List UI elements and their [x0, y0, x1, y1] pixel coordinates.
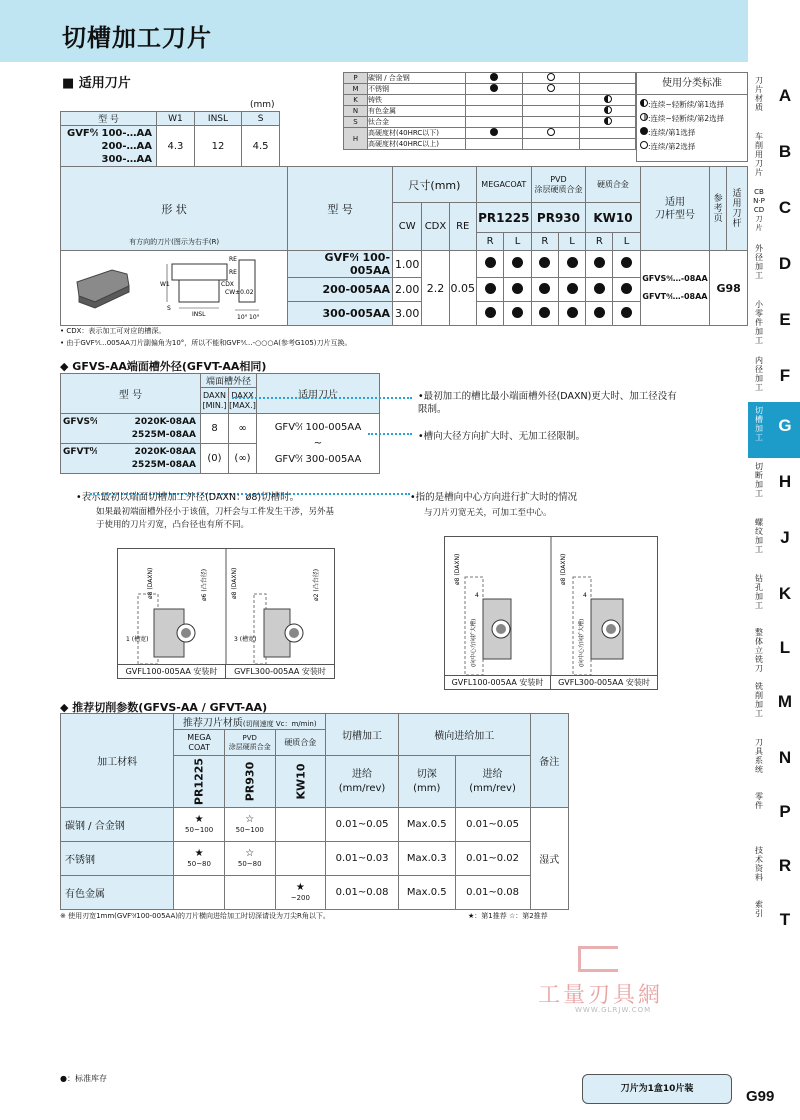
fig-caption: GVFL100-005AA 安装时 — [445, 675, 551, 690]
stock-dot-icon — [594, 257, 605, 268]
hand-r: R — [476, 233, 503, 251]
cut-feed: 0.01~0.05 — [326, 808, 399, 842]
re-value: 0.05 — [449, 251, 476, 326]
blade-model: GFV⁰⁄ₗ 100-005AA — [274, 421, 362, 433]
sidebar-item-label: 铣削加工 — [755, 682, 763, 718]
re-label: RE — [449, 203, 476, 251]
sidebar-item-letter: C — [778, 198, 792, 217]
stock-dot-icon — [512, 257, 523, 268]
mat-code: N — [344, 106, 368, 117]
half-dot-icon — [604, 106, 612, 114]
sidebar-item-label: 螺纹加工 — [755, 518, 763, 554]
fig-label: (向中心方向扩大槽) — [471, 618, 477, 667]
sidebar-item-j[interactable] — [748, 514, 800, 570]
blade-tilde: ~ — [313, 437, 323, 449]
daxn-min: (0) — [201, 444, 229, 474]
hand-l: L — [504, 233, 531, 251]
callout-3: •表示最初以端面切槽加工外径(DAXN：ø8)切槽时。 — [76, 492, 300, 503]
trav-label: 横向进给加工 — [398, 714, 530, 756]
blade-model: GFV⁰⁄ₗ 300-005AA — [274, 453, 362, 465]
sidebar-item-c[interactable] — [748, 184, 800, 240]
gfvt-label: GFVT⁰⁄ₗ — [63, 447, 98, 457]
dim-label: S — [166, 304, 171, 312]
callout-3b: 如果最初端面槽外径小于该值，刀杆会与工件发生干涉，另外基于使用的刀片刃宽，凸台径也有所不同。 — [96, 507, 335, 530]
daxn-min: 8 — [201, 414, 229, 444]
shape-note: 有方向的刀片(图示为右手(R) — [129, 238, 220, 246]
cdx-label: CDX — [422, 203, 449, 251]
fig-label: 4 — [475, 592, 479, 599]
dim-label: CDX — [220, 280, 234, 288]
second-choice-icon — [547, 128, 555, 136]
legend-item: :连续/第2选择 — [648, 142, 696, 151]
dim-label: 10° — [248, 313, 260, 321]
pvd-label: PVD 涂层硬质合金 — [224, 730, 275, 756]
hand-r: R — [586, 233, 613, 251]
insert-photo-icon — [77, 270, 129, 302]
mat-name: 碳钢 / 合金钢 — [368, 73, 466, 84]
cut-doc: Max.0.5 — [398, 808, 455, 842]
cw-label: CW — [393, 203, 422, 251]
sidebar-item-e[interactable] — [748, 296, 800, 352]
std-stock-icon — [490, 73, 498, 81]
sidebar-item-label: 切断加工 — [755, 462, 763, 498]
legend-title: 使用分类标准 — [637, 73, 747, 95]
material-table — [343, 72, 636, 150]
cut-remark: 湿式 — [530, 808, 569, 910]
rec-star: ☆ — [245, 813, 255, 825]
daxx-max: ∞ — [229, 414, 257, 444]
carbide-label: 硬质合金 — [586, 167, 640, 203]
sidebar-item-letter: J — [780, 528, 790, 547]
pvd-label: PVD 涂层硬质合金 — [531, 167, 585, 203]
row-cw: 1.00 — [393, 251, 422, 278]
std-stock-icon — [490, 128, 498, 136]
rec-speed: 50~100 — [185, 825, 214, 834]
dim-label: RE — [228, 268, 237, 276]
stock-dot-icon — [539, 283, 550, 294]
fig-caption: GVFL300-005AA 安装时 — [226, 664, 334, 679]
doc-label: 切深 (mm) — [398, 756, 455, 808]
size-table — [60, 111, 280, 167]
holder-model: GFVT⁰⁄ₗ…-08AA — [642, 292, 708, 301]
callout-2: •槽向大径方向扩大时、无加工径限制。 — [418, 431, 586, 442]
stock-dot-icon — [539, 307, 550, 318]
sidebar-item-letter: A — [778, 86, 792, 105]
page-number: G99 — [746, 1088, 775, 1105]
main-table — [60, 166, 748, 326]
stock-dot-icon — [485, 307, 496, 318]
daxn-table — [60, 373, 380, 474]
sidebar-item-letter: G — [778, 416, 792, 435]
holder-label: 适用 刀杆型号 — [640, 167, 710, 251]
page-label: 参考页 — [710, 167, 727, 251]
std-stock-icon — [490, 84, 498, 92]
sidebar — [748, 0, 800, 1120]
gfvs-label: GFVS⁰⁄ₗ — [63, 417, 98, 427]
cut-feed2: 0.01~0.02 — [455, 842, 530, 876]
shape-label: 形 状 — [161, 202, 187, 216]
sidebar-item-letter: F — [779, 366, 791, 385]
sidebar-item-label: 切槽加工 — [755, 406, 763, 442]
dim-label: INSL — [191, 310, 206, 318]
sidebar-item-m[interactable] — [748, 678, 800, 734]
row-cw: 3.00 — [393, 302, 422, 326]
sidebar-item-letter: M — [777, 692, 793, 711]
dot-icon — [640, 127, 648, 135]
blade-label: 适用刀片 — [257, 374, 380, 414]
mat-name: 高硬度材(40HRC以下) — [368, 128, 466, 139]
fig-label: 4 — [583, 592, 587, 599]
rec-label: 推荐刀片材质 — [182, 718, 243, 729]
half-dot-icon — [604, 117, 612, 125]
sidebar-item-label: 外径加工 — [755, 244, 763, 280]
dim-label: 10° — [236, 313, 248, 321]
grade-pr1225: PR1225 — [192, 757, 206, 806]
grade-pr1225: PR1225 — [476, 203, 531, 233]
stock-dot-icon — [594, 307, 605, 318]
rec-star: ★ — [295, 881, 305, 893]
sidebar-item-label: 技术资料 — [755, 846, 763, 882]
stock-dot-icon — [512, 307, 523, 318]
grade-pr930: PR930 — [243, 761, 257, 802]
callout-1: •最初加工的槽比最小端面槽外径(DAXN)更大时、加工径没有限制。 — [418, 391, 677, 415]
figure-face-groove-right — [444, 536, 658, 690]
size-label: 尺寸(mm) — [393, 167, 477, 203]
row-model: GVF⁰⁄ₗ 100-005AA — [288, 251, 393, 278]
cut-feed2: 0.01~0.05 — [455, 808, 530, 842]
figure-face-groove-left — [117, 548, 335, 679]
mat-name: 有色金属 — [368, 106, 466, 117]
second-choice-icon — [547, 73, 555, 81]
row-model: 200-005AA — [288, 278, 393, 302]
section-cut: ◆ 推荐切削参数(GFVS-AA / GFVT-AA) — [60, 701, 268, 714]
sidebar-item-g[interactable] — [748, 402, 800, 458]
cut-mat: 不锈钢 — [61, 842, 174, 876]
grade-kw10: KW10 — [293, 763, 307, 800]
stock-dot-icon — [485, 283, 496, 294]
hdr-insl: INSL — [194, 112, 241, 126]
carbide-label: 硬质合金 — [275, 730, 326, 756]
stock-dot-icon — [621, 307, 632, 318]
note-cdx: • CDX：表示加工可对应的槽深。 — [60, 327, 166, 335]
fig-label: ø8 (DAXN) — [560, 553, 567, 585]
watermark-logo-icon — [578, 946, 618, 972]
callout-4: •指的是槽向中心方向进行扩大时的情况 — [410, 492, 578, 503]
mat-name: 高硬度材(40HRC以上) — [368, 139, 466, 150]
daxx-max: (∞) — [229, 444, 257, 474]
note-traverse: ※ 使用刃宽1mm(GVF⁰⁄ₗ100-005AA)的刀片横向进给加工时切深请设为刀尖R角以下。 — [60, 912, 330, 920]
sidebar-item-d[interactable] — [748, 240, 800, 296]
sidebar-item-letter: H — [778, 472, 792, 491]
dim-label: W1 — [159, 280, 170, 288]
mat-code: S — [344, 117, 368, 128]
cut-feed: 0.01~0.08 — [326, 876, 399, 910]
fig-label: ø8 (DAXN) — [231, 567, 238, 599]
cut-feed2: 0.01~0.08 — [455, 876, 530, 910]
groove-label: 切槽加工 — [326, 714, 399, 756]
sidebar-item-label: CBN·PCD刀片 — [753, 188, 765, 232]
sidebar-item-letter: D — [778, 254, 792, 273]
fig-label: ø8 (DAXN) — [454, 553, 461, 585]
legend-box — [636, 72, 748, 162]
rec-star: ★ — [194, 847, 204, 859]
hdr-model: 型 号 — [61, 112, 157, 126]
w1-value: 4.3 — [157, 126, 195, 167]
sidebar-item-letter: T — [779, 910, 791, 929]
feed2-label: 进给 (mm/rev) — [455, 756, 530, 808]
sidebar-item-label: 钻孔加工 — [755, 574, 763, 610]
insert-drawing-cell — [61, 251, 288, 326]
cut-mat: 有色金属 — [61, 876, 174, 910]
insl-value: 12 — [194, 126, 241, 167]
megacoat-label: MEGA COAT — [174, 730, 225, 756]
stock-dot-icon — [539, 257, 550, 268]
mat-code: K — [344, 95, 368, 106]
watermark: 工量刃具網 — [538, 983, 664, 1008]
half-dot-icon — [640, 99, 648, 107]
fig-caption: GVFL100-005AA 安装时 — [118, 664, 226, 679]
rec-speed: 50~80 — [237, 859, 262, 868]
callout-4b: 与刀片刃宽无关，可加工至中心。 — [424, 508, 552, 518]
sidebar-item-letter: P — [779, 802, 791, 821]
hdr-s: S — [242, 112, 280, 126]
daxx-label: DAXX [MAX.] — [229, 388, 257, 414]
mat-name: 铸铁 — [368, 95, 466, 106]
watermark-url: WWW.GLRJW.COM — [575, 1006, 652, 1014]
mat-code: P — [344, 73, 368, 84]
sidebar-item-h[interactable] — [748, 458, 800, 514]
daxn-model: 2020K-08AA — [134, 417, 196, 427]
dim-label: RE — [228, 255, 237, 263]
package-box: 刀片为1盒10片装 — [582, 1074, 732, 1104]
sidebar-item-a[interactable] — [748, 72, 800, 128]
second-choice-icon — [547, 84, 555, 92]
rec-speed: ~200 — [290, 893, 310, 902]
sidebar-item-label: 整体立铣刀 — [755, 628, 763, 673]
stock-dot-icon — [567, 307, 578, 318]
hand-r: R — [531, 233, 558, 251]
cdx-value: 2.2 — [422, 251, 449, 326]
daxn-model: 2525M-08AA — [131, 430, 196, 440]
row-cw: 2.00 — [393, 278, 422, 302]
note-legend: ★：第1推荐 ☆：第2推荐 — [468, 912, 548, 920]
stock-dot-icon — [621, 257, 632, 268]
model-line: 200-…AA — [101, 140, 152, 152]
sidebar-item-b[interactable] — [748, 128, 800, 184]
sidebar-item-l[interactable] — [748, 624, 800, 680]
sidebar-item-label: 零件 — [755, 792, 763, 810]
cut-mat: 碳钢 / 合金钢 — [61, 808, 174, 842]
sidebar-item-t[interactable] — [748, 896, 800, 952]
legend-item: :连续~轻断续/第2选择 — [648, 114, 725, 123]
sidebar-item-label: 小零件加工 — [755, 300, 763, 345]
page-title: 切槽加工刀片 — [62, 24, 212, 52]
callout-line — [368, 433, 412, 435]
footer-note: ●：标准库存 — [60, 1074, 107, 1083]
stock-dot-icon — [512, 283, 523, 294]
sidebar-item-letter: L — [779, 638, 791, 657]
half-dot-icon — [604, 95, 612, 103]
fig-caption: GVFL300-005AA 安装时 — [551, 675, 657, 690]
model-label: 型 号 — [288, 167, 393, 251]
hdr-w1: W1 — [157, 112, 195, 126]
half-open-icon — [640, 113, 648, 121]
s-value: 4.5 — [242, 126, 280, 167]
insert-drawing — [67, 252, 282, 322]
sidebar-item-f[interactable] — [748, 352, 800, 408]
holder-model: GFVS⁰⁄ₗ…-08AA — [642, 274, 708, 283]
megacoat-label: MEGACOAT — [476, 167, 531, 203]
sidebar-item-letter: R — [778, 856, 792, 875]
sidebar-item-label: 车削用刀片 — [755, 132, 763, 177]
dim-label: CW±0.02 — [224, 288, 254, 296]
sidebar-item-letter: N — [778, 748, 792, 767]
callout-line — [232, 397, 412, 399]
unit-label: (mm) — [250, 100, 275, 110]
stock-dot-icon — [485, 257, 496, 268]
mat-name: 钛合金 — [368, 117, 466, 128]
section-blades: ■ 适用刀片 — [62, 76, 131, 91]
stock-dot-icon — [594, 283, 605, 294]
fig-label: ø6 (凸台径) — [201, 568, 208, 601]
model-line: 300-…AA — [101, 153, 152, 165]
rec-speed: 50~80 — [187, 859, 211, 868]
section-daxn: ◆ GFVS-AA端面槽外径(GFVT-AA相同) — [60, 360, 267, 373]
grade-kw10: KW10 — [586, 203, 640, 233]
row-model: 300-005AA — [288, 302, 393, 326]
rec-speed: 50~100 — [235, 825, 264, 834]
sidebar-item-letter: K — [778, 584, 792, 603]
remark-label: 备注 — [530, 714, 569, 808]
sidebar-item-letter: B — [778, 142, 792, 161]
mat-code: M — [344, 84, 368, 95]
model-line: GVF⁰⁄ₗ 100-…AA — [66, 127, 152, 139]
sidebar-item-label: 刀片材质 — [755, 76, 763, 112]
holder-col-label: 适用刀杆 — [726, 167, 747, 251]
rec-star: ☆ — [245, 847, 255, 859]
cut-feed: 0.01~0.03 — [326, 842, 399, 876]
circle-icon — [640, 141, 648, 149]
cut-table — [60, 713, 569, 910]
daxn-model: 2525M-08AA — [131, 460, 196, 470]
hand-l: L — [558, 233, 585, 251]
fig-label: ø8 (DAXN) — [147, 567, 154, 599]
sidebar-item-label: 刀具系统 — [755, 738, 763, 774]
sidebar-item-label: 索引 — [755, 900, 763, 918]
sidebar-item-n[interactable] — [748, 734, 800, 790]
sidebar-item-letter: E — [779, 310, 791, 329]
fig-label: 1 (槽宽) — [126, 636, 149, 643]
legend-item: :连续/第1选择 — [648, 128, 696, 137]
sidebar-item-k[interactable] — [748, 570, 800, 626]
sidebar-item-p[interactable] — [748, 788, 800, 844]
sidebar-item-r[interactable] — [748, 842, 800, 898]
fig-label: ø2 (凸台径) — [313, 568, 320, 601]
face-dia-label: 端面槽外径 — [201, 374, 257, 388]
fig-label: 3 (槽宽) — [234, 636, 257, 643]
daxn-label: DAXN [MIN.] — [201, 388, 229, 414]
ref-page: G98 — [710, 251, 748, 326]
sidebar-item-label: 内径加工 — [755, 356, 763, 392]
cut-doc: Max.0.5 — [398, 876, 455, 910]
daxn-model: 2020K-08AA — [134, 447, 196, 457]
mat-name: 不锈钢 — [368, 84, 466, 95]
note-interchange: • 由于GVF⁰⁄ₗ…005AA刀片副偏角为10°，所以不能和GVF⁰⁄ₗ…-○○○A(参考G105)刀片互换。 — [60, 339, 352, 347]
daxn-model-label: 型 号 — [61, 374, 201, 414]
rec-small: (切削速度 Vc：m/min) — [242, 720, 317, 728]
title-bar — [0, 0, 748, 62]
grade-pr930: PR930 — [531, 203, 585, 233]
cut-mat-label: 加工材料 — [61, 714, 174, 808]
legend-item: :连续~轻断续/第1选择 — [648, 100, 725, 109]
feed-label: 进给 (mm/rev) — [326, 756, 399, 808]
stock-dot-icon — [567, 257, 578, 268]
hand-l: L — [613, 233, 640, 251]
mat-code: H — [344, 128, 368, 150]
fig-label: (向中心方向扩大槽) — [579, 618, 585, 667]
rec-star: ★ — [194, 813, 204, 825]
stock-dot-icon — [567, 283, 578, 294]
stock-dot-icon — [621, 283, 632, 294]
cut-doc: Max.0.3 — [398, 842, 455, 876]
